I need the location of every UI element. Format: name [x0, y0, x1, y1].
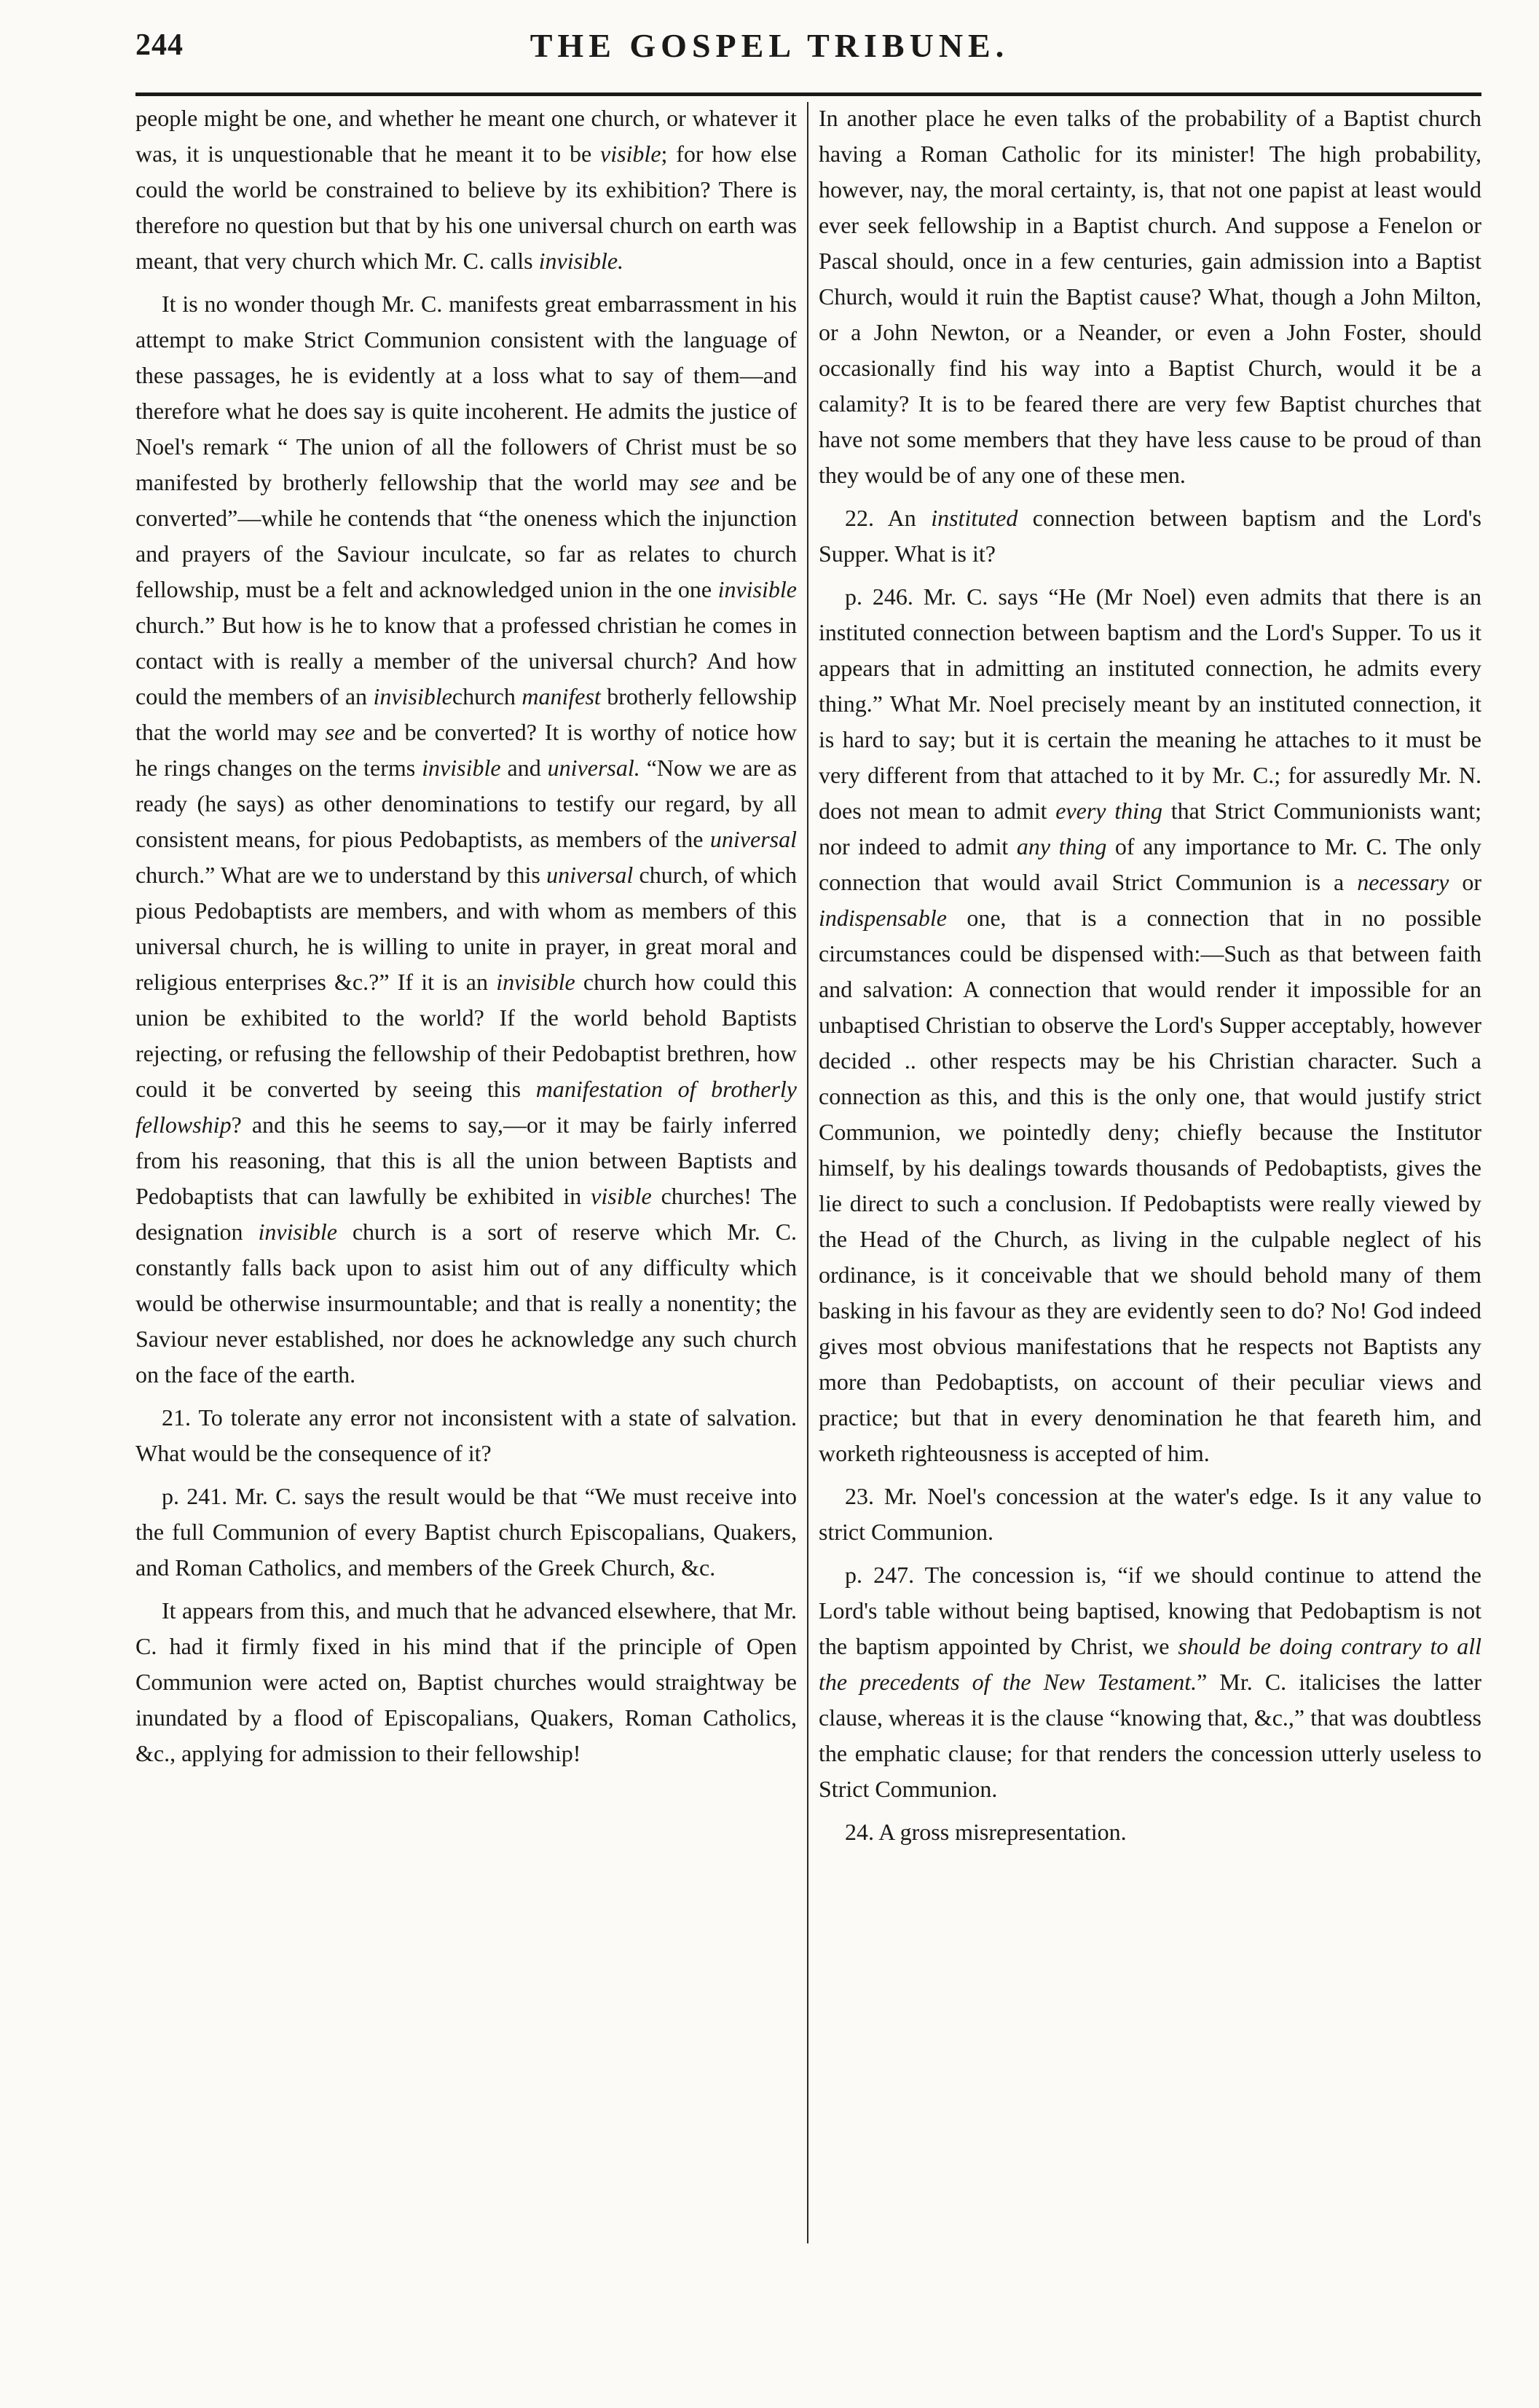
paragraph: [819, 1557, 1481, 1807]
italic-text: visible: [599, 141, 661, 167]
section-heading: [819, 1814, 1481, 1850]
italic-text: universal: [709, 826, 797, 852]
paragraph: [135, 286, 797, 1393]
text-run: and be converted? It is worthy of notice how he rings changes on the terms: [135, 719, 798, 781]
text-run: p. 246. Mr. C. says “He (Mr Noel) even admits that there is an instituted connection between baptism and the Lord's Supper. To us it appears that in admitting an instituted connection, he admits every thing.” What Mr. Noel precisely meant by an instituted connection, it is hard to say; but it is certain the meaning he attaches to it must be very different from that attached to it by Mr. C.; for assuredly Mr. N. does not mean to admit: [819, 583, 1481, 824]
text-run: ” Mr. C. italicises the latter clause, whereas it is the clause “knowing that, &c.,” that was doubtless the emphatic clause; for that renders the concession utterly useless to Strict Communion.: [819, 1669, 1481, 1802]
text-run: church, of which pious Pedobaptists are members, and with whom as members of this universal church, he is willing to unite in prayer, in great moral and religious enterprises &c.?” If it is an: [135, 862, 797, 995]
italic-text: any thing: [1016, 833, 1107, 859]
page-number: 244: [135, 28, 184, 62]
right-column: [819, 101, 1481, 1857]
text-run: one, that is a connection that in no possible circumstances could be dispensed with:—Such as that between faith and salvation: A connection that would render it impossible for an unbaptised Christian to observe the Lord's Supper acceptably, however decided .. other respects may be his Christian character. Such a connection as this, and this is the only one, that would justify strict Communion, we pointedly deny; chiefly because the Institutor himself, by his dealings towards thousands of Pedobaptists, gives the lie direct to such a conclusion. If Pedobaptists were really viewed by the Head of the Church, as living in the culpable neglect of his ordinance, is it conceivable that we should behold many of them basking in his favour as they are evidently seen to do? No! God indeed gives most obvious manifestations that he respects not Baptists any more than Pedobaptists, on account of their peculiar views and practice; but that in every denomination he that feareth him, and worketh righteousness is accepted of him.: [819, 905, 1481, 1466]
header-rule: [135, 93, 1481, 96]
text-run: It appears from this, and much that he advanced elsewhere, that Mr. C. had it firmly fixed in his mind that if the principle of Open Communion were acted on, Baptist churches would straightway be inundated by a flood of Episcopalians, Quakers, Roman Catholics, &c., applying for admission to their fellowship!: [135, 1597, 797, 1766]
column-divider: [807, 102, 808, 2243]
section-heading: [819, 1479, 1481, 1550]
italic-text: see: [689, 469, 720, 495]
italic-text: invisible: [373, 683, 452, 709]
italic-text: visible: [591, 1183, 652, 1209]
italic-text: universal.: [547, 755, 640, 781]
text-run: 21. To tolerate any error not inconsistent with a state of salvation. What would be the consequence of it?: [135, 1404, 797, 1466]
page-header: [0, 0, 1539, 87]
text-run: connection between baptism and the Lord's Supper. What is it?: [819, 505, 1481, 567]
text-run: or: [1449, 869, 1481, 895]
text-run: church.” What are we to understand by this: [135, 862, 547, 888]
italic-text: invisible.: [538, 248, 624, 274]
text-run: church how could this union be exhibited to the world? If the world behold Baptists rejecting, or refusing the fellowship of their Pedobaptist brethren, how could it be converted by seeing this: [135, 969, 798, 1102]
italic-text: instituted: [931, 505, 1018, 531]
left-column: [135, 101, 797, 1779]
section-heading: [135, 1400, 797, 1471]
italic-text: manifest: [521, 683, 601, 709]
paragraph: [135, 1593, 797, 1771]
italic-text: should be doing contrary to all the precedents of the New Testament.: [819, 1633, 1482, 1695]
text-run: ; for how else could the world be constrained to believe by its exhibition? There is therefore no question but that by his one universal church on earth was meant, that very church which Mr. C. calls: [135, 141, 798, 274]
text-run: 22. An: [845, 505, 932, 531]
italic-text: indispensable: [819, 905, 947, 931]
text-run: 23. Mr. Noel's concession at the water's edge. Is it any value to strict Communion.: [819, 1483, 1481, 1545]
text-run: In another place he even talks of the probability of a Baptist church having a Roman Catholic for its minister! The high probability, however, nay, the moral certainty, is, that not one papist at least would ever seek fellowship in a Baptist church. And suppose a Fenelon or Pascal should, once in a few centuries, gain admission into a Baptist Church, would it ruin the Baptist cause? What, though a John Milton, or a John Newton, or a Neander, or even a John Foster, should occasionally find his way into a Baptist Church, would it be a calamity? It is to be feared there are very few Baptist churches that have not some members that they have less cause to be proud of than they would be of any one of these men.: [819, 105, 1481, 488]
text-run: p. 241. Mr. C. says the result would be that “We must receive into the full Communion of every Baptist church Episcopalians, Quakers, and Roman Catholics, and members of the Greek Church, &c.: [135, 1483, 797, 1581]
paragraph: [135, 101, 797, 279]
italic-text: see: [325, 719, 355, 745]
section-heading: [819, 500, 1481, 572]
text-run: and: [500, 755, 548, 781]
text-run: 24. A gross misrepresentation.: [845, 1819, 1127, 1845]
text-run: church.” But how is he to know that a professed christian he comes in contact with is really a member of the universal church? And how could the members of an: [135, 612, 797, 709]
text-run: ? and this he seems to say,—or it may be fairly inferred from his reasoning, that this is all the union between Baptists and Pedobaptists that can lawfully be exhibited in: [135, 1111, 797, 1209]
text-run: It is no wonder though Mr. C. manifests great embarrassment in his attempt to make Strict Communion consistent with the language of these passages, he is evidently at a loss what to say of them—and therefore what he does say is quite incoherent. He admits the justice of Noel's remark “ The union of all the followers of Christ must be so manifested by brotherly fellowship that the world may: [135, 291, 797, 495]
italic-text: necessary: [1357, 869, 1449, 895]
text-run: “Now we are as ready (he says) as other denominations to testify our regard, by all consistent means, for pious Pedobaptists, as members of the: [135, 755, 798, 852]
italic-text: invisible: [422, 755, 501, 781]
text-run: p. 247. The concession is, “if we should continue to attend the Lord's table without being baptised, knowing that Pedobaptism is not the baptism appointed by Christ, we: [819, 1562, 1481, 1659]
italic-text: manifestation of brotherly fellowship: [135, 1076, 797, 1138]
running-title: THE GOSPEL TRIBUNE.: [530, 27, 1009, 64]
italic-text: invisible: [496, 969, 575, 995]
text-run: people might be one, and whether he meant one church, or whatever it was, it is unquestionable that he meant it to be: [135, 105, 797, 167]
text-run: church is a sort of reserve which Mr. C. constantly falls back upon to asist him out of any difficulty which would be otherwise insurmountable; and that is really a nonentity; the Saviour never established, nor does he acknowledge any such church on the face of the earth.: [135, 1219, 798, 1388]
italic-text: invisible: [258, 1219, 337, 1245]
paragraph: [135, 1479, 797, 1586]
paragraph: [819, 101, 1481, 493]
italic-text: invisible: [717, 576, 797, 602]
text-run: churches! The designation: [135, 1183, 798, 1245]
italic-text: every thing: [1055, 798, 1163, 824]
text-run: and be converted”—while he contends that “the oneness which the injunction and prayers of the Saviour inculcate, so far as relates to church fellowship, must be a felt and acknowledged union in the one: [135, 469, 798, 602]
text-run: brotherly fellowship that the world may: [135, 683, 798, 745]
italic-text: universal: [546, 862, 634, 888]
text-run: church: [452, 683, 522, 709]
paragraph: [819, 579, 1481, 1471]
text-run: of any importance to Mr. C. The only connection that would avail Strict Communion is a: [819, 833, 1482, 895]
text-run: that Strict Communionists want; nor indeed to admit: [819, 798, 1482, 859]
